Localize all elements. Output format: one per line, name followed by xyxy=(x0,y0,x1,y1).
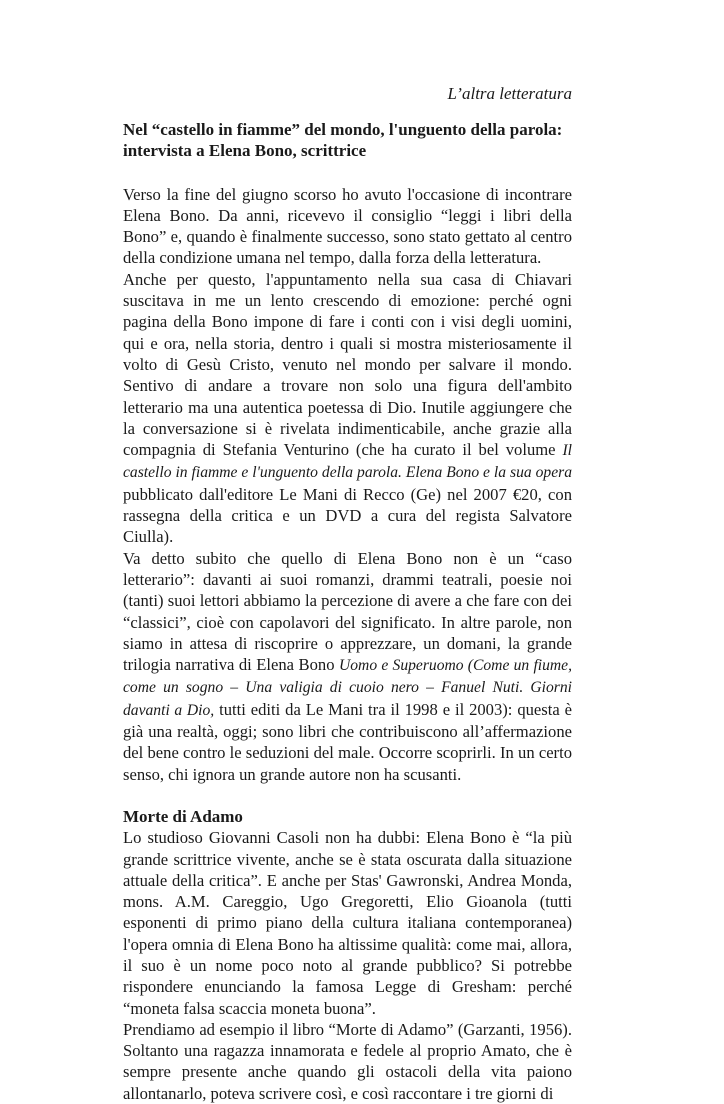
paragraph-5: Prendiamo ad esempio il libro “Morte di Adamo” (Garzanti, 1956). Soltanto una ragazza innamorata e fedele al proprio Amato, che è sempre presente anche quando gli ostacoli della vita paiono allontanarlo, poteva scrivere così, e così raccontare i tre giorni di xyxy=(123,1019,572,1103)
trilogy-title: Uomo e Superuomo (Come un fiume, come un sogno – Una valigia di cuoio nero – Fanuel Nuti. Giorni davanti a Dio, xyxy=(123,657,572,719)
running-header: L’altra letteratura xyxy=(447,84,572,103)
paragraph-3 xyxy=(123,548,572,785)
book-title-castello: Il castello in fiamme e l'unguento della parola. Elena Bono e la sua opera xyxy=(123,442,572,482)
section-heading: Morte di Adamo xyxy=(123,806,243,826)
article-title: Nel “castello in fiamme” del mondo, l'unguento della parola: intervista a Elena Bono, scrittrice xyxy=(123,120,563,161)
paragraph-3-text-b: tutti editi da Le Mani tra il 1998 e il 2003): questa è già una realtà, oggi; sono libri che contribuiscono all’affermazione del bene contro le seduzioni del male. Occorre scoprirli. In un certo senso, chi ignora un grande autore non ha scusanti. xyxy=(123,699,572,784)
paragraph-1: Verso la fine del giugno scorso ho avuto l'occasione di incontrare Elena Bono. Da anni, ricevevo il consiglio “leggi i libri della Bono” e, quando è finalmente successo, sono stato gettato al centro della condizione umana nel tempo, dalla forza della letteratura. xyxy=(123,184,572,268)
paragraph-2-text-a: Anche per questo, l'appuntamento nella sua casa di Chiavari suscitava in me un lento crescendo di emozione: perché ogni pagina della Bono impone di fare i conti con i visi degli uomini, qui e ora, nella storia, dentro i quali si mostra misteriosamente il volto di Gesù Cristo, venuto nel mondo per salvare il mondo. Sentivo di andare a trovare non solo una figura dell'ambito letterario ma una autentica poetessa di Dio. Inutile aggiungere che la conversazione si è rivelata indimenticabile, anche grazie alla compagnia di Stefania Venturino (che ha curato il bel volume xyxy=(123,269,572,460)
paragraph-4: Lo studioso Giovanni Casoli non ha dubbi: Elena Bono è “la più grande scrittrice vivente, anche se è stata oscurata dalla situazione attuale della critica”. E anche per Stas' Gawronski, Andrea Monda, mons. A.M. Careggio, Ugo Gregoretti, Elio Gioanola (tutti esponenti di primo piano della cultura italiana contemporanea) l'opera omnia di Elena Bono ha altissime qualità: come mai, allora, il suo è un nome poco noto al grande pubblico? Si potrebbe rispondere enunciando la famosa Legge di Gresham: perché “moneta falsa scaccia moneta buona”. xyxy=(123,828,572,1018)
article-body xyxy=(123,119,572,1104)
paragraph-3-text-a: Va detto subito che quello di Elena Bono non è un “caso letterario”: davanti ai suoi romanzi, drammi teatrali, poesie noi (tanti) suoi lettori abbiamo la percezione di avere a che fare con dei “classici”, cioè con capolavori del significato. In altre parole, non siamo in attesa di riscoprire o apprezzare, un domani, la grande trilogia narrativa di Elena Bono xyxy=(123,548,572,675)
paragraph-2-text-b: pubblicato dall'editore Le Mani di Recco (Ge) nel 2007 €20, con rassegna della critica e un DVD a cura del regista Salvatore Ciulla). xyxy=(123,484,572,547)
paragraph-2 xyxy=(123,269,572,548)
